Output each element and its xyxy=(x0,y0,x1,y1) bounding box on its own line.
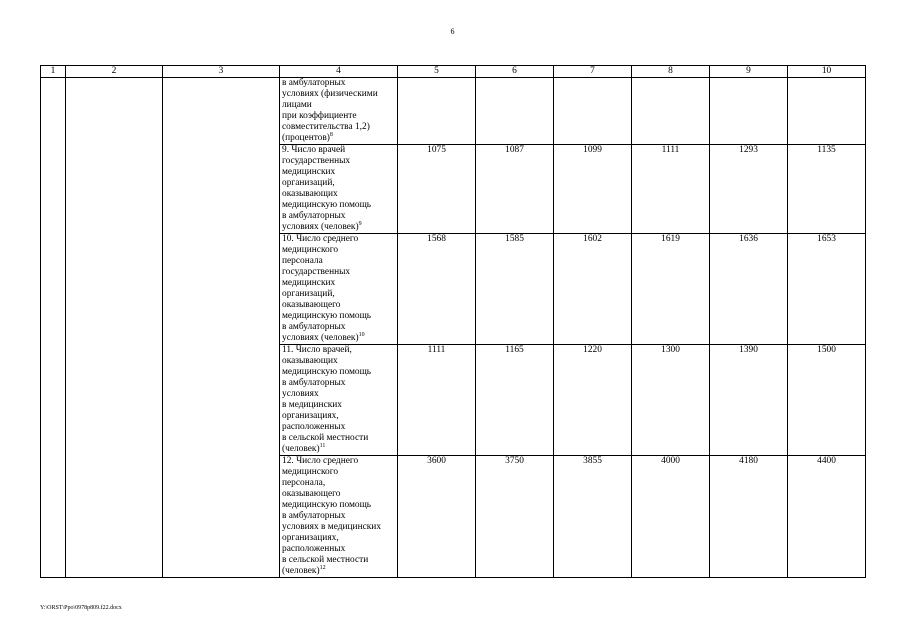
indicator-label xyxy=(280,345,398,456)
value-cell: 1619 xyxy=(632,234,710,345)
header-cell: 1 xyxy=(41,66,66,78)
value-cell: 1220 xyxy=(554,345,632,456)
file-path-footer: Y:\ORST\Ppo\0978p809.f22.docx xyxy=(40,605,122,611)
value-cell: 3750 xyxy=(476,456,554,578)
table-row xyxy=(41,78,866,145)
col3-cell xyxy=(163,78,280,578)
footnote-ref: 12 xyxy=(319,564,326,571)
header-cell: 10 xyxy=(788,66,866,78)
header-cell: 2 xyxy=(66,66,163,78)
value-cell: 1111 xyxy=(398,345,476,456)
header-cell: 6 xyxy=(476,66,554,78)
header-cell: 5 xyxy=(398,66,476,78)
value-cell: 1165 xyxy=(476,345,554,456)
header-cell: 8 xyxy=(632,66,710,78)
label-text: 11. Число врачей, оказывающих медицинскую помощь в амбулаторных условиях в медицинских организациях, расположенных в сельской местности (человек) xyxy=(282,345,372,454)
value-cell: 3600 xyxy=(398,456,476,578)
value-cell: 1300 xyxy=(632,345,710,456)
value-cell: 1585 xyxy=(476,234,554,345)
label-text: 9. Число врачей государственных медицинских организаций, оказывающих медицинскую помощь в амбулаторных условиях (человек) xyxy=(282,145,372,232)
page-number: 6 xyxy=(450,27,455,36)
label-text: 10. Число среднего медицинского персонала государственных медицинских организаций, оказывающего медицинскую помощь в амбулаторных условиях (человек) xyxy=(282,234,372,343)
header-cell: 7 xyxy=(554,66,632,78)
indicator-label xyxy=(280,78,398,145)
value-cell: 1099 xyxy=(554,145,632,234)
label-text: в амбулаторных условиях (физическими лицами при коэффициенте совместительства 1,2) (процентов) xyxy=(282,78,378,143)
value-cell: 1568 xyxy=(398,234,476,345)
footnote-ref: 11 xyxy=(319,442,326,449)
value-cell: 1500 xyxy=(788,345,866,456)
col2-cell xyxy=(66,78,163,578)
value-cell xyxy=(476,78,554,145)
header-cell: 3 xyxy=(163,66,280,78)
value-cell: 4000 xyxy=(632,456,710,578)
indicator-label xyxy=(280,145,398,234)
value-cell: 1390 xyxy=(710,345,788,456)
value-cell: 1602 xyxy=(554,234,632,345)
indicators-table xyxy=(40,65,866,578)
value-cell xyxy=(398,78,476,145)
footnote-ref: 10 xyxy=(358,331,365,338)
value-cell: 4400 xyxy=(788,456,866,578)
value-cell: 1135 xyxy=(788,145,866,234)
label-text: 12. Число среднего медицинского персонала, оказывающего медицинскую помощь в амбулаторных условиях в медицинских организациях, расположенных в сельской местности (человек) xyxy=(282,456,382,576)
value-cell xyxy=(554,78,632,145)
value-cell: 3855 xyxy=(554,456,632,578)
col1-cell xyxy=(41,78,66,578)
value-cell: 1636 xyxy=(710,234,788,345)
footnote-ref: 9 xyxy=(358,220,362,227)
value-cell: 1293 xyxy=(710,145,788,234)
footnote-ref: 8 xyxy=(329,131,333,138)
value-cell: 1087 xyxy=(476,145,554,234)
header-cell: 4 xyxy=(280,66,398,78)
value-cell: 1075 xyxy=(398,145,476,234)
indicator-label xyxy=(280,234,398,345)
indicator-label xyxy=(280,456,398,578)
header-cell: 9 xyxy=(710,66,788,78)
header-row xyxy=(41,66,866,78)
value-cell: 1653 xyxy=(788,234,866,345)
value-cell xyxy=(632,78,710,145)
value-cell: 1111 xyxy=(632,145,710,234)
value-cell: 4180 xyxy=(710,456,788,578)
value-cell xyxy=(710,78,788,145)
value-cell xyxy=(788,78,866,145)
